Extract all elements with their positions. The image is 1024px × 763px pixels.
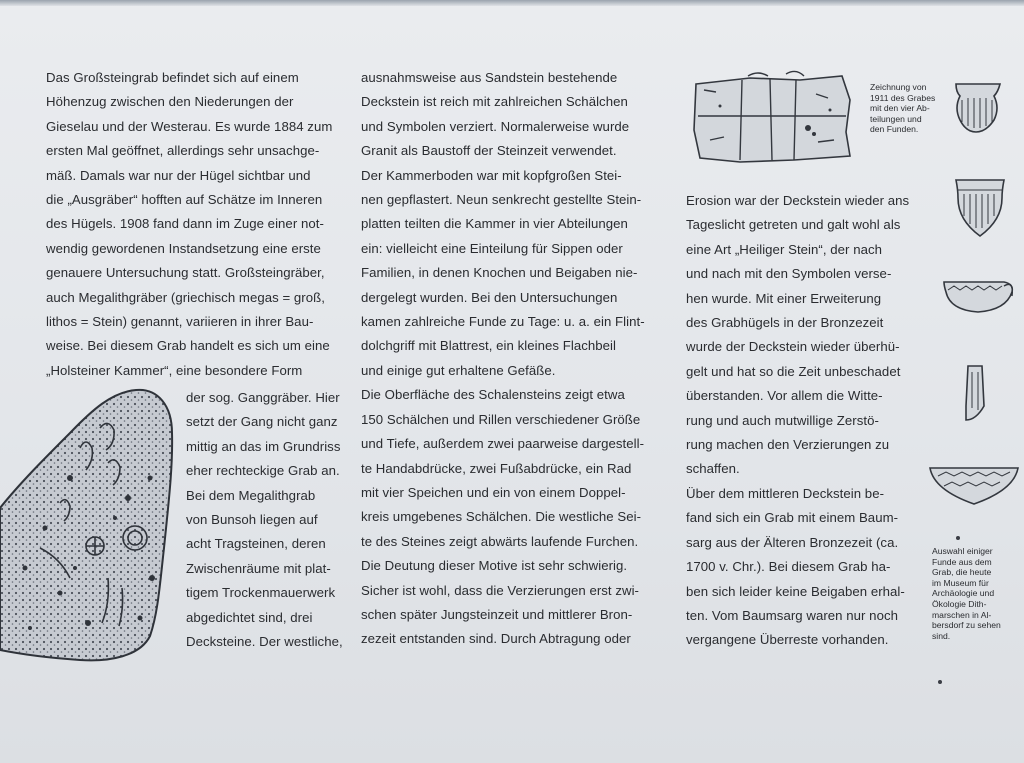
text-line: schaffen. bbox=[686, 461, 740, 477]
finds-caption bbox=[932, 546, 1001, 641]
text-line: Die Deutung dieser Motive ist sehr schwierig. bbox=[361, 558, 628, 574]
text-line: des Grabhügels in der Bronzezeit bbox=[686, 315, 884, 331]
text-line: kamen zahlreiche Funde zu Tage: u. a. ein Flint- bbox=[361, 314, 645, 330]
grave-plan-drawing bbox=[690, 70, 860, 166]
text-line: genauere Untersuchung statt. Großsteingräber, bbox=[46, 265, 325, 281]
text-line: 1700 v. Chr.). Bei diesem Grab ha- bbox=[686, 559, 891, 575]
text-line: sind. bbox=[932, 630, 951, 641]
marker-dot bbox=[938, 680, 942, 684]
text-line: Zeichnung von bbox=[870, 82, 927, 92]
text-line: zezeit entstanden sind. Durch Abtragung oder bbox=[361, 631, 631, 647]
text-line: Granit als Baustoff der Steinzeit verwendet. bbox=[361, 143, 617, 159]
text-line: Gieselau und der Westerau. Es wurde 1884 zum bbox=[46, 118, 333, 134]
text-line: rung machen den Verzierungen zu bbox=[686, 437, 890, 453]
text-line: des Hügels. 1908 fand dann im Zuge einer not- bbox=[46, 216, 324, 232]
text-line: und Tiefe, außerdem zwei paarweise dargestell- bbox=[361, 436, 645, 452]
text-line: Funde aus dem bbox=[932, 556, 992, 567]
text-line: ersten Mal geöffnet, allerdings sehr unsachge- bbox=[46, 143, 320, 159]
text-line: und nach mit den Symbolen verse- bbox=[686, 266, 892, 282]
text-line: teilungen und bbox=[870, 113, 922, 124]
text-line: 150 Schälchen und Rillen verschiedener Größe bbox=[361, 411, 641, 427]
vessel-2-drawing bbox=[952, 176, 1008, 240]
text-line: schen später Jungsteinzeit und mittlerer Bron- bbox=[361, 606, 633, 622]
text-line: weise. Bei diesem Grab handelt es sich um eine bbox=[46, 338, 330, 354]
text-line: te Handabdrücke, zwei Fußabdrücke, ein Rad bbox=[361, 460, 632, 476]
text-line: die „Ausgräber“ hofften auf Schätze im Inneren bbox=[46, 192, 323, 208]
text-line: dolchgriff mit Blattrest, ein kleines Flachbeil bbox=[361, 338, 616, 354]
text-line: acht Tragsteinen, deren bbox=[186, 536, 326, 552]
text-line: von Bunsoh liegen auf bbox=[186, 512, 318, 528]
text-line: vergangene Überreste vorhanden. bbox=[686, 632, 889, 648]
plan-caption bbox=[870, 82, 935, 135]
text-line: Ökologie Dith- bbox=[932, 598, 987, 609]
text-line: Höhenzug zwischen den Niederungen der bbox=[46, 94, 294, 110]
text-column-1-wrap bbox=[186, 386, 343, 654]
text-line: Die Oberfläche des Schalensteins zeigt etwa bbox=[361, 387, 625, 403]
text-line: platten teilten die Kammer in vier Abteilungen bbox=[361, 216, 628, 232]
text-line: rung und auch mutwillige Zerstö- bbox=[686, 412, 879, 428]
text-line: ten. Vom Baumsarg waren nur noch bbox=[686, 607, 898, 623]
text-line: mit den vier Ab- bbox=[870, 103, 930, 114]
vessel-1-drawing bbox=[952, 78, 1004, 134]
marker-dot bbox=[956, 536, 960, 540]
flint-dagger-drawing bbox=[962, 364, 988, 424]
text-line: ein: vielleicht eine Einteilung für Sippen oder bbox=[361, 240, 623, 256]
text-line: im Museum für bbox=[932, 577, 989, 588]
text-line: te des Steines zeigt abwärts laufende Furchen. bbox=[361, 533, 639, 549]
text-line: Tageslicht getreten und galt wohl als bbox=[686, 217, 901, 233]
text-line: überstanden. Vor allem die Witte- bbox=[686, 388, 883, 404]
text-line: setzt der Gang nicht ganz bbox=[186, 414, 338, 430]
text-line: Grab, die heute bbox=[932, 567, 992, 578]
text-line: Erosion war der Deckstein wieder ans bbox=[686, 193, 910, 208]
text-line: kreis umgebenes Schälchen. Die westliche Sei- bbox=[361, 509, 642, 525]
text-column-1 bbox=[46, 66, 332, 383]
text-line: abgedichtet sind, drei bbox=[186, 609, 313, 625]
text-column-3 bbox=[686, 189, 909, 653]
text-line: eine Art „Heiliger Stein“, der nach bbox=[686, 241, 882, 257]
bowl-1-drawing bbox=[940, 276, 1016, 316]
text-line: Bei dem Megalithgrab bbox=[186, 487, 316, 503]
text-line: 1911 des Grabes bbox=[870, 92, 936, 103]
text-line: Archäologie und bbox=[932, 588, 995, 599]
text-line: mittig an das im Grundriss bbox=[186, 438, 341, 454]
text-line: wendig gewordenen Instandsetzung eine erste bbox=[46, 240, 321, 256]
text-line: den Funden. bbox=[870, 124, 919, 135]
text-line: eher rechteckige Grab an. bbox=[186, 463, 340, 479]
text-line: Auswahl einiger bbox=[932, 546, 993, 556]
text-line: nen gepflastert. Neun senkrecht gestellte Stein- bbox=[361, 192, 642, 208]
text-line: Familien, in denen Knochen und Beigaben nie- bbox=[361, 265, 638, 281]
text-line: mit vier Speichen und ein von einem Doppel- bbox=[361, 484, 626, 500]
capstone-drawing bbox=[0, 388, 178, 664]
text-line: mäß. Damals war nur der Hügel sichtbar und bbox=[46, 167, 311, 183]
text-line: lithos = Stein) genannt, variieren in ihrer Bau- bbox=[46, 314, 314, 330]
text-line: tigem Trockenmauerwerk bbox=[186, 585, 336, 601]
text-line: Das Großsteingrab befindet sich auf einem bbox=[46, 70, 299, 85]
text-line: auch Megalithgräber (griechisch megas = groß, bbox=[46, 289, 325, 305]
text-line: ben sich leider keine Beigaben erhal- bbox=[686, 583, 905, 599]
text-line: wurde der Deckstein wieder überhü- bbox=[686, 339, 900, 355]
text-line: hen wurde. Mit einer Erweiterung bbox=[686, 290, 882, 306]
bowl-2-drawing bbox=[928, 464, 1020, 510]
text-line: marschen in Al- bbox=[932, 609, 992, 620]
text-column-2 bbox=[361, 66, 645, 652]
text-line: Decksteine. Der westliche, bbox=[186, 634, 343, 650]
text-line: dergelegt wurden. Bei den Untersuchungen bbox=[361, 289, 618, 305]
text-line: sarg aus der Älteren Bronzezeit (ca. bbox=[686, 534, 899, 550]
board-top-edge bbox=[0, 0, 1024, 6]
text-line: Sicher ist wohl, dass die Verzierungen erst zwi- bbox=[361, 582, 639, 598]
text-line: ausnahmsweise aus Sandstein bestehende bbox=[361, 70, 618, 85]
text-line: und Symbolen verziert. Normalerweise wurde bbox=[361, 118, 630, 134]
text-line: Zwischenräume mit plat- bbox=[186, 560, 331, 576]
text-line: der sog. Ganggräber. Hier bbox=[186, 390, 340, 405]
text-line: bersdorf zu sehen bbox=[932, 620, 1001, 631]
text-line: gelt und hat so die Zeit unbeschadet bbox=[686, 363, 901, 379]
text-line: „Holsteiner Kammer“, eine besondere Form bbox=[46, 362, 303, 378]
text-line: und einige gut erhaltene Gefäße. bbox=[361, 362, 556, 378]
text-line: Über dem mittleren Deckstein be- bbox=[686, 485, 885, 501]
text-line: Deckstein ist reich mit zahlreichen Schälchen bbox=[361, 94, 628, 110]
text-line: fand sich ein Grab mit einem Baum- bbox=[686, 510, 899, 526]
text-line: Der Kammerboden war mit kopfgroßen Stei- bbox=[361, 167, 622, 183]
